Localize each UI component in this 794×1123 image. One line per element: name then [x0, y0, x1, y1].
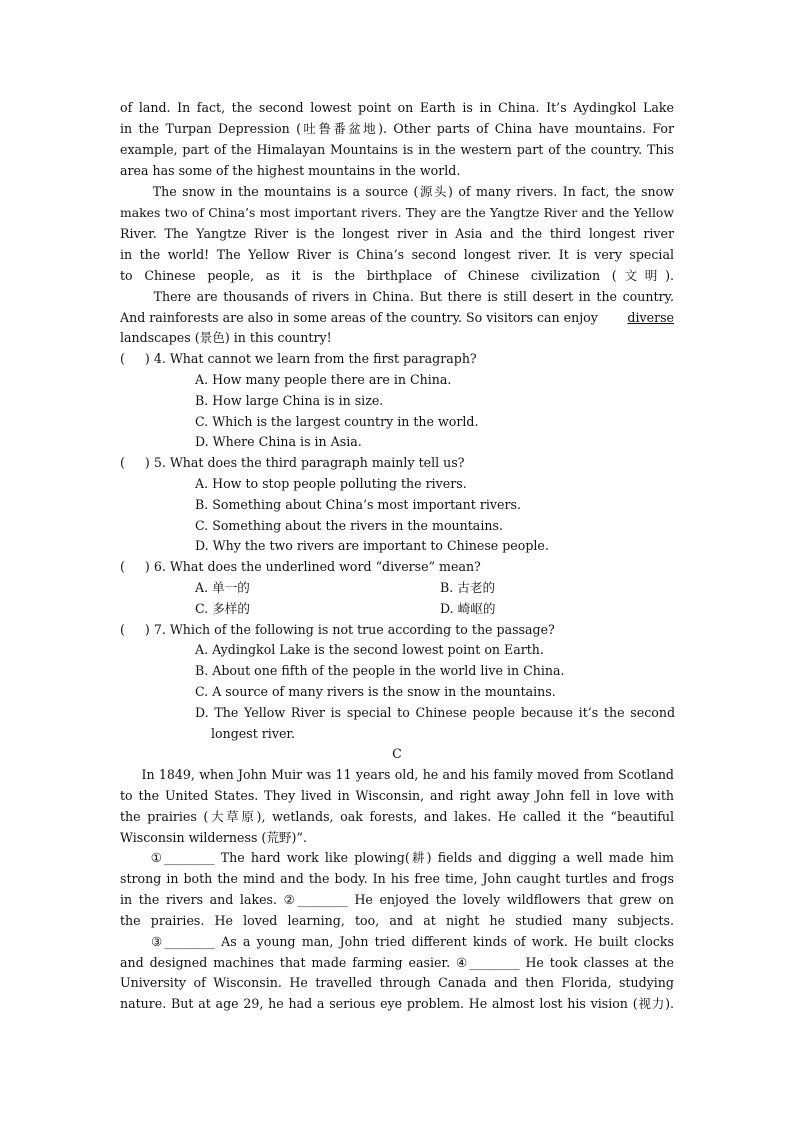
question-6-option-d: D. 崎岖的 — [440, 601, 496, 616]
passage-b-p2-line: in the world! The Yellow River is China’s second longest river. It is very special — [120, 247, 674, 262]
passage-c-line: and designed machines that made farming easier. ④________ He took classes at the — [120, 955, 674, 970]
passage-b-p1-line: in the Turpan Depression (吐鲁番盆地). Other parts of China have mountains. For — [120, 121, 674, 136]
question-7-option-c: C. A source of many rivers is the snow in the mountains. — [195, 684, 556, 699]
passage-c-line: strong in both the mind and the body. In his free time, John caught turtles and frogs — [120, 871, 674, 886]
passage-c-heading: C — [392, 746, 402, 761]
passage-b-p3-line: There are thousands of rivers in China. But there is still desert in the country. — [120, 289, 674, 304]
passage-c-line: University of Wisconsin. He travelled through Canada and then Florida, studying — [120, 975, 674, 990]
passage-c-line: ①________ The hard work like plowing(耕) fields and digging a well made him — [120, 850, 674, 865]
question-7-option-d: D. The Yellow River is special to Chinese people because it’s the second — [195, 705, 675, 720]
question-4-option-c: C. Which is the largest country in the world. — [195, 414, 479, 429]
question-4-stem: ( ) 4. What cannot we learn from the first paragraph? — [120, 351, 477, 366]
passage-b-p1-line: example, part of the Himalayan Mountains is in the western part of the country. This — [120, 142, 674, 157]
passage-c-line: to the United States. They lived in Wisconsin, and right away John fell in love with — [120, 788, 674, 803]
question-6-option-b: B. 古老的 — [440, 580, 496, 595]
question-4-option-b: B. How large China is in size. — [195, 393, 384, 408]
passage-c-line: In 1849, when John Muir was 11 years old, he and his family moved from Scotland — [120, 767, 674, 782]
passage-b-p3-line: landscapes (景色) in this country! — [120, 330, 332, 345]
passage-b-p3-text: And rainforests are also in some areas of the country. So visitors can enjoy — [120, 310, 602, 325]
passage-b-p2-line: The snow in the mountains is a source (源头) of many rivers. In fact, the snow — [120, 184, 674, 199]
passage-c-line: in the rivers and lakes. ②________ He enjoyed the lovely wildflowers that grew on — [120, 892, 674, 907]
question-5-stem: ( ) 5. What does the third paragraph mainly tell us? — [120, 455, 465, 470]
passage-b-p1-line: of land. In fact, the second lowest point on Earth is in China. It’s Aydingkol Lake — [120, 100, 674, 115]
passage-b-p2-line: River. The Yangtze River is the longest river in Asia and the third longest river — [120, 226, 674, 241]
passage-c-line: Wisconsin wilderness (荒野)”. — [120, 830, 307, 845]
question-7-option-a: A. Aydingkol Lake is the second lowest point on Earth. — [195, 642, 544, 657]
passage-c-line: the prairies. He loved learning, too, and at night he studied many subjects. — [120, 913, 674, 928]
question-7-stem: ( ) 7. Which of the following is not true according to the passage? — [120, 622, 555, 637]
passage-b-p3-line-with-underline — [120, 307, 674, 328]
question-4-option-a: A. How many people there are in China. — [195, 372, 452, 387]
passage-b-p2-line: to Chinese people, as it is the birthplace of Chinese civilization (文明). — [120, 268, 674, 283]
question-6-option-c: C. 多样的 — [195, 601, 250, 616]
question-6-option-a: A. 单一的 — [195, 580, 250, 595]
question-5-option-a: A. How to stop people polluting the rivers. — [195, 476, 467, 491]
question-5-option-c: C. Something about the rivers in the mountains. — [195, 518, 503, 533]
question-5-option-d: D. Why the two rivers are important to Chinese people. — [195, 538, 549, 553]
passage-c-line: nature. But at age 29, he had a serious eye problem. He almost lost his vision (视力). — [120, 996, 674, 1011]
underlined-word-diverse: diverse — [627, 310, 674, 325]
passage-c-line: the prairies (大草原), wetlands, oak forests, and lakes. He called it the “beautiful — [120, 809, 674, 824]
question-7-option-d-cont: longest river. — [195, 726, 296, 741]
passage-b-p2-line: makes two of China’s most important rivers. They are the Yangtze River and the Yellow — [120, 205, 674, 220]
passage-c-line: ③________ As a young man, John tried different kinds of work. He built clocks — [120, 934, 674, 949]
question-6-stem: ( ) 6. What does the underlined word “diverse” mean? — [120, 559, 481, 574]
question-4-option-d: D. Where China is in Asia. — [195, 434, 362, 449]
question-5-option-b: B. Something about China’s most important rivers. — [195, 497, 521, 512]
passage-b-p1-line: area has some of the highest mountains in the world. — [120, 163, 461, 178]
question-7-option-b: B. About one fifth of the people in the world live in China. — [195, 663, 565, 678]
